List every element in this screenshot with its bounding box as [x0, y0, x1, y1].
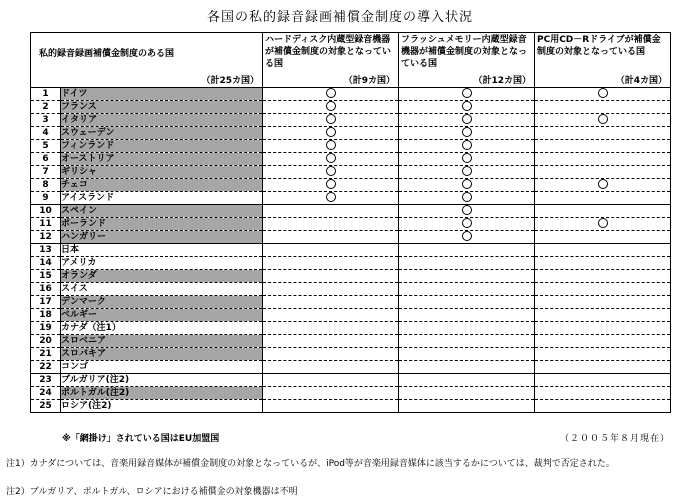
pc-cell	[535, 322, 671, 335]
hdd-cell	[263, 400, 399, 413]
hdd-cell	[263, 101, 399, 114]
country-name: チェコ	[61, 179, 263, 192]
table-row	[31, 153, 671, 166]
flash-cell	[399, 322, 535, 335]
row-number: 2	[31, 101, 61, 114]
hdd-cell	[263, 322, 399, 335]
hdd-cell	[263, 218, 399, 231]
pc-cell	[535, 179, 671, 192]
flash-cell	[399, 348, 535, 361]
circle-mark-icon	[326, 114, 336, 124]
hdd-cell	[263, 205, 399, 218]
table-row	[31, 231, 671, 244]
table-row	[31, 179, 671, 192]
hdd-cell	[263, 179, 399, 192]
circle-mark-icon	[462, 153, 472, 163]
country-name: オランダ	[61, 270, 263, 283]
footnote-2: 注2）ブルガリア、ポルトガル、ロシアにおける補償金の対象機器は不明	[6, 487, 298, 497]
header-pc	[535, 33, 671, 88]
table-row	[31, 387, 671, 400]
circle-mark-icon	[598, 114, 608, 124]
pc-cell	[535, 218, 671, 231]
country-name: ベルギー	[61, 309, 263, 322]
circle-mark-icon	[326, 153, 336, 163]
row-number: 6	[31, 153, 61, 166]
circle-mark-icon	[462, 127, 472, 137]
row-number: 25	[31, 400, 61, 413]
row-number: 21	[31, 348, 61, 361]
hdd-cell	[263, 140, 399, 153]
pc-cell	[535, 374, 671, 387]
circle-mark-icon	[462, 114, 472, 124]
circle-mark-icon	[462, 166, 472, 176]
country-name: イタリア	[61, 114, 263, 127]
row-number: 9	[31, 192, 61, 205]
hdd-cell	[263, 309, 399, 322]
pc-cell	[535, 88, 671, 101]
table-row	[31, 140, 671, 153]
hdd-cell	[263, 166, 399, 179]
row-number: 7	[31, 166, 61, 179]
header-hdd-label: ハードディスク内蔵型録音機器が補償金制度の対象となっている国	[265, 35, 392, 69]
row-number: 11	[31, 218, 61, 231]
flash-cell	[399, 244, 535, 257]
table-row	[31, 127, 671, 140]
row-number: 4	[31, 127, 61, 140]
country-name: スロバキア	[61, 348, 263, 361]
circle-mark-icon	[326, 192, 336, 202]
pc-cell	[535, 101, 671, 114]
flash-cell	[399, 231, 535, 244]
circle-mark-icon	[462, 88, 472, 98]
pc-cell	[535, 244, 671, 257]
header-country	[31, 33, 263, 88]
flash-cell	[399, 335, 535, 348]
row-number: 15	[31, 270, 61, 283]
circle-mark-icon	[462, 231, 472, 241]
circle-mark-icon	[462, 140, 472, 150]
header-flash	[399, 33, 535, 88]
header-country-label: 私的録音録画補償金制度のある国	[39, 49, 175, 59]
hdd-cell	[263, 192, 399, 205]
circle-mark-icon	[326, 179, 336, 189]
hdd-cell	[263, 374, 399, 387]
flash-cell	[399, 361, 535, 374]
hdd-cell	[263, 153, 399, 166]
country-name: デンマーク	[61, 296, 263, 309]
table-row	[31, 296, 671, 309]
flash-cell	[399, 218, 535, 231]
table-row	[31, 244, 671, 257]
country-name: アメリカ	[61, 257, 263, 270]
flash-cell	[399, 400, 535, 413]
row-number: 24	[31, 387, 61, 400]
country-name: ロシア(注2)	[61, 400, 263, 413]
table-row	[31, 400, 671, 413]
circle-mark-icon	[462, 218, 472, 228]
pc-cell	[535, 400, 671, 413]
hdd-cell	[263, 361, 399, 374]
pc-cell	[535, 127, 671, 140]
table-row	[31, 361, 671, 374]
flash-cell	[399, 257, 535, 270]
circle-mark-icon	[598, 88, 608, 98]
table-row	[31, 101, 671, 114]
country-name: アイスランド	[61, 192, 263, 205]
hdd-cell	[263, 296, 399, 309]
pc-cell	[535, 257, 671, 270]
row-number: 16	[31, 283, 61, 296]
circle-mark-icon	[462, 179, 472, 189]
hdd-cell	[263, 88, 399, 101]
pc-cell	[535, 335, 671, 348]
country-name: ポーランド	[61, 218, 263, 231]
table-row	[31, 257, 671, 270]
row-number: 3	[31, 114, 61, 127]
country-name: ハンガリー	[61, 231, 263, 244]
flash-cell	[399, 114, 535, 127]
circle-mark-icon	[326, 88, 336, 98]
hdd-cell	[263, 231, 399, 244]
circle-mark-icon	[598, 218, 608, 228]
country-name: ギリシャ	[61, 166, 263, 179]
header-country-count: （計25カ国）	[201, 76, 259, 86]
table-body	[31, 88, 671, 413]
row-number: 12	[31, 231, 61, 244]
country-name: ポルトガル(注2)	[61, 387, 263, 400]
row-number: 22	[31, 361, 61, 374]
table-row	[31, 348, 671, 361]
row-number: 17	[31, 296, 61, 309]
flash-cell	[399, 309, 535, 322]
circle-mark-icon	[462, 205, 472, 215]
country-name: ブルガリア(注2)	[61, 374, 263, 387]
flash-cell	[399, 166, 535, 179]
pc-cell	[535, 309, 671, 322]
pc-cell	[535, 387, 671, 400]
circle-mark-icon	[462, 101, 472, 111]
hdd-cell	[263, 114, 399, 127]
flash-cell	[399, 283, 535, 296]
table-row	[31, 309, 671, 322]
flash-cell	[399, 127, 535, 140]
hdd-cell	[263, 244, 399, 257]
flash-cell	[399, 88, 535, 101]
header-pc-count: （計4カ国）	[615, 76, 667, 86]
table-row	[31, 192, 671, 205]
compensation-table	[30, 32, 671, 413]
pc-cell	[535, 283, 671, 296]
flash-cell	[399, 101, 535, 114]
country-name: カナダ（注1）	[61, 322, 263, 335]
row-number: 1	[31, 88, 61, 101]
flash-cell	[399, 296, 535, 309]
row-number: 5	[31, 140, 61, 153]
page-title: 各国の私的録音録画補償金制度の導入状況	[206, 10, 473, 25]
country-name: スウェーデン	[61, 127, 263, 140]
table-row	[31, 114, 671, 127]
flash-cell	[399, 374, 535, 387]
pc-cell	[535, 231, 671, 244]
table-row	[31, 218, 671, 231]
header-flash-label: フラッシュメモリー内蔵型録音機器が補償金制度の対象となっている国	[401, 35, 528, 69]
table-row	[31, 335, 671, 348]
flash-cell	[399, 179, 535, 192]
footnote-1: 注1）カナダについては、音楽用録音媒体が補償金制度の対象となっているが、iPod等が音楽用録音媒体に該当するかについては、裁判で否定された。	[6, 459, 615, 469]
hdd-cell	[263, 387, 399, 400]
table-row	[31, 374, 671, 387]
pc-cell	[535, 140, 671, 153]
eu-note: ※「網掛け」されている国はEU加盟国	[62, 434, 220, 444]
circle-mark-icon	[326, 166, 336, 176]
circle-mark-icon	[326, 140, 336, 150]
country-name: コンゴ	[61, 361, 263, 374]
hdd-cell	[263, 257, 399, 270]
country-name: スイス	[61, 283, 263, 296]
flash-cell	[399, 387, 535, 400]
pc-cell	[535, 166, 671, 179]
table-row	[31, 88, 671, 101]
table-row	[31, 205, 671, 218]
hdd-cell	[263, 127, 399, 140]
flash-cell	[399, 205, 535, 218]
header-hdd	[263, 33, 399, 88]
flash-cell	[399, 192, 535, 205]
pc-cell	[535, 296, 671, 309]
header-hdd-count: （計9カ国）	[343, 76, 395, 86]
table-row	[31, 270, 671, 283]
pc-cell	[535, 114, 671, 127]
pc-cell	[535, 153, 671, 166]
country-name: ドイツ	[61, 88, 263, 101]
pc-cell	[535, 205, 671, 218]
country-name: オーストリア	[61, 153, 263, 166]
row-number: 20	[31, 335, 61, 348]
pc-cell	[535, 192, 671, 205]
row-number: 18	[31, 309, 61, 322]
circle-mark-icon	[462, 192, 472, 202]
hdd-cell	[263, 348, 399, 361]
flash-cell	[399, 140, 535, 153]
flash-cell	[399, 270, 535, 283]
country-name: スペイン	[61, 205, 263, 218]
row-number: 19	[31, 322, 61, 335]
flash-cell	[399, 153, 535, 166]
country-name: フィンランド	[61, 140, 263, 153]
hdd-cell	[263, 335, 399, 348]
row-number: 23	[31, 374, 61, 387]
row-number: 13	[31, 244, 61, 257]
pc-cell	[535, 348, 671, 361]
as-of-date: （２００５年８月現在）	[559, 434, 670, 444]
country-name: 日本	[61, 244, 263, 257]
hdd-cell	[263, 270, 399, 283]
circle-mark-icon	[326, 127, 336, 137]
table-row	[31, 166, 671, 179]
circle-mark-icon	[326, 101, 336, 111]
row-number: 14	[31, 257, 61, 270]
table-row	[31, 283, 671, 296]
row-number: 8	[31, 179, 61, 192]
table-row	[31, 322, 671, 335]
pc-cell	[535, 270, 671, 283]
header-row	[31, 33, 671, 88]
circle-mark-icon	[598, 179, 608, 189]
country-name: フランス	[61, 101, 263, 114]
hdd-cell	[263, 283, 399, 296]
country-name: スロベニア	[61, 335, 263, 348]
header-pc-label: PC用CD－Rドライブが補償金制度の対象となっている国	[537, 35, 661, 57]
header-flash-count: （計12カ国）	[473, 76, 531, 86]
row-number: 10	[31, 205, 61, 218]
pc-cell	[535, 361, 671, 374]
